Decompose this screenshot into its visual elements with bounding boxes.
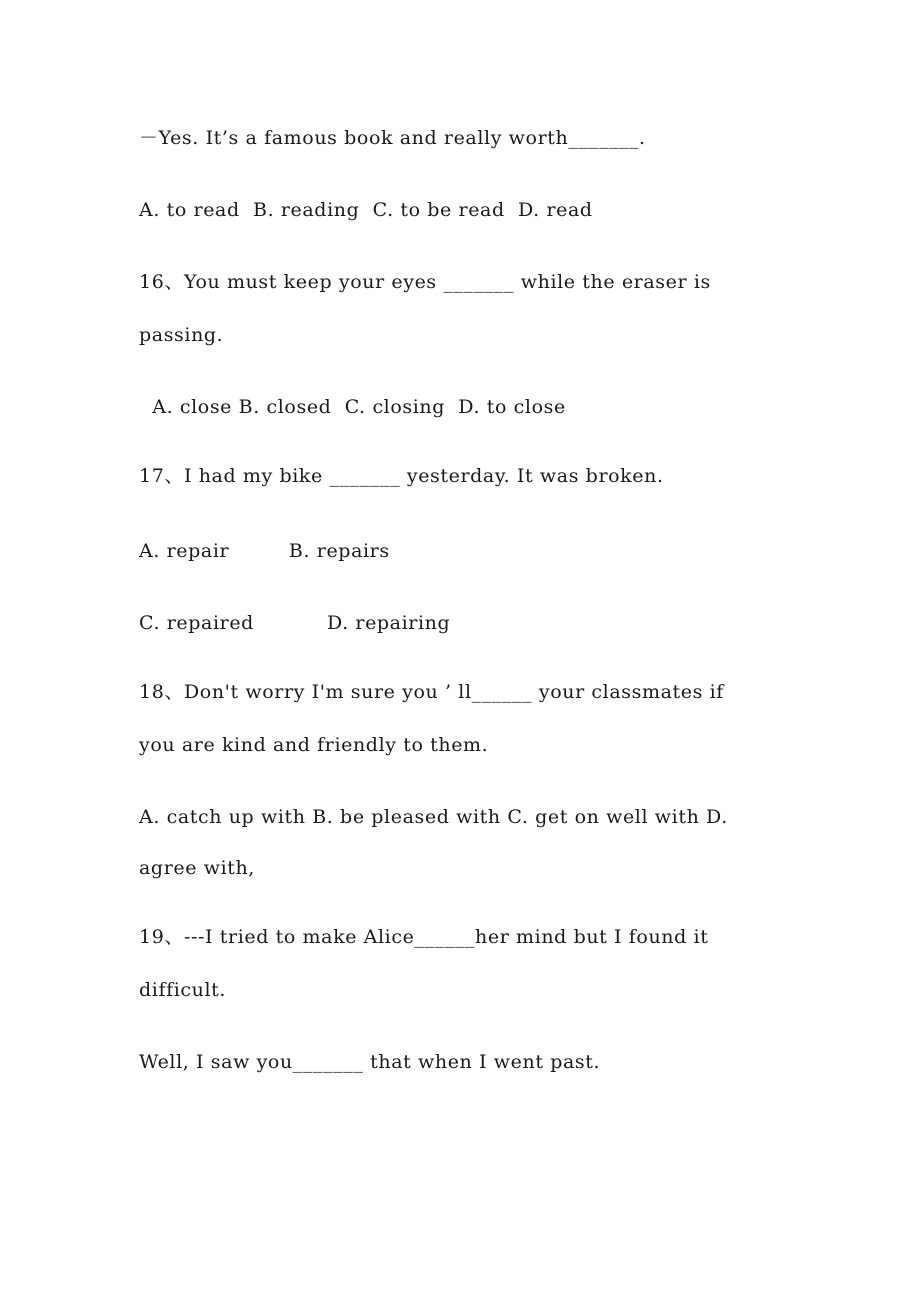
- q19-question: 19、---I tried to make Alice______her mind but I found it: [139, 926, 709, 948]
- q16-options: A. close B. closed C. closing D. to close: [139, 396, 566, 418]
- q15-options: A. to read B. reading C. to be read D. read: [139, 199, 593, 221]
- q16-question-cont: passing.: [139, 324, 224, 346]
- q19-question-cont: difficult.: [139, 979, 227, 1001]
- q17-options-ab: A. repair B. repairs: [139, 540, 390, 562]
- q16-question: 16、You must keep your eyes _______ while the eraser is: [139, 271, 711, 293]
- q18-options-cont: agree with,: [139, 857, 255, 879]
- q18-question-cont: you are kind and friendly to them.: [139, 734, 489, 756]
- answer-line: －Yes. It’s a famous book and really worth_______.: [139, 127, 646, 149]
- q17-question: 17、I had my bike _______ yesterday. It was broken.: [139, 465, 664, 487]
- q17-options-cd: C. repaired D. repairing: [139, 612, 451, 634]
- q18-question: 18、Don't worry I'm sure you ’ ll______ your classmates if: [139, 681, 724, 703]
- q18-options: A. catch up with B. be pleased with C. get on well with D.: [139, 806, 728, 828]
- q19-dialogue: Well, I saw you_______ that when I went past.: [139, 1051, 601, 1073]
